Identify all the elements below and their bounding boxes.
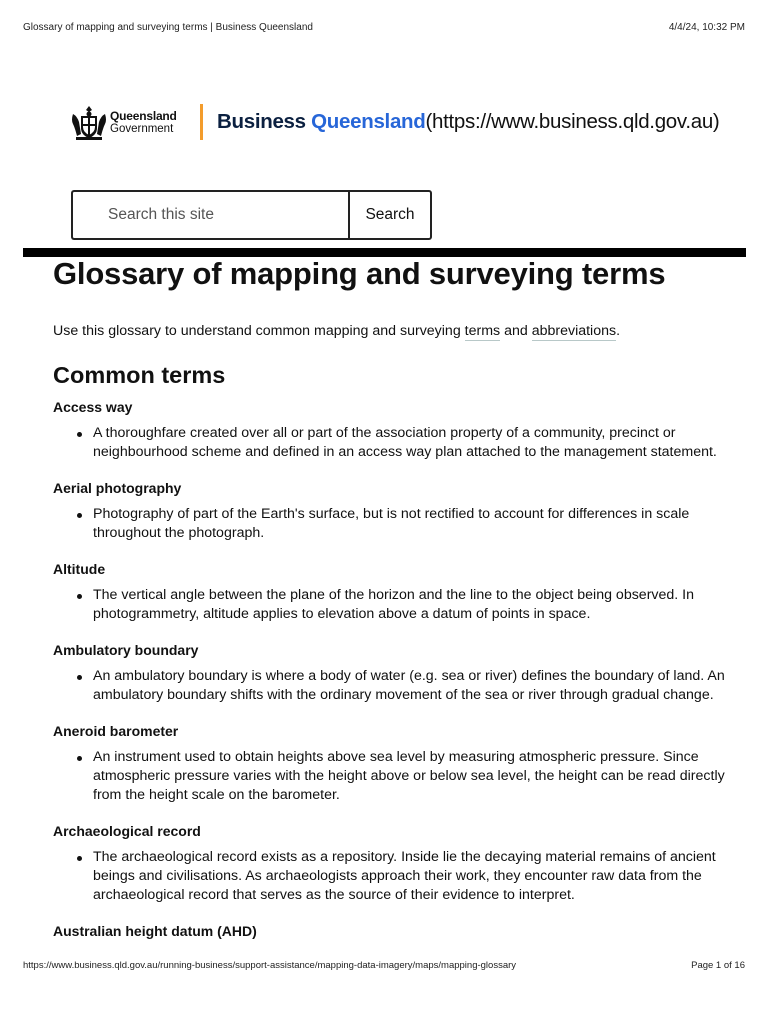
search-input[interactable] <box>71 190 349 240</box>
qg-logo-text <box>110 110 177 136</box>
term-definition: The archaeological record exists as a repository. Inside lie the decaying material remains of ancient beings and civilisations. As archaeologists approach their work, they encounter raw data from the archaeological record that serves as the source of their evidence to interpret. <box>53 848 733 905</box>
site-title[interactable] <box>217 110 719 134</box>
glossary-term <box>53 641 733 705</box>
term-definition: A thoroughfare created over all or part of the association property of a community, precinct or neighbourhood scheme and defined in an access way plan attached to the management statement. <box>53 424 733 462</box>
print-header-datetime: 4/4/24, 10:32 PM <box>668 22 745 33</box>
intro-text-mid: and <box>500 323 532 339</box>
queensland-crest-icon[interactable] <box>70 104 108 142</box>
site-title-business: Business <box>217 110 306 133</box>
intro-paragraph <box>53 321 733 341</box>
term-name: Altitude <box>53 561 106 577</box>
site-header <box>70 100 750 144</box>
section-title-common-terms: Common terms <box>53 362 226 388</box>
intro-text-before: Use this glossary to understand common mapping and surveying <box>53 323 465 339</box>
intro-text-after: . <box>616 323 621 339</box>
term-definition-list <box>53 505 733 543</box>
terms-link[interactable]: terms <box>464 323 501 339</box>
term-name: Archaeological record <box>53 823 201 839</box>
abbreviations-link[interactable]: abbreviations <box>531 323 617 339</box>
site-title-queensland: Queensland <box>311 110 426 133</box>
glossary-term <box>53 722 733 805</box>
glossary-term <box>53 479 733 543</box>
brand-divider <box>200 104 203 140</box>
term-definition-list <box>53 748 733 805</box>
term-definition: An ambulatory boundary is where a body of water (e.g. sea or river) defines the boundary of land. An ambulatory boundary shifts with the ordinary movement of the sea or river through gradual change. <box>53 667 733 705</box>
main-content <box>53 255 733 940</box>
print-footer <box>23 960 745 974</box>
glossary-term <box>53 922 733 940</box>
term-definition: The vertical angle between the plane of the horizon and the line to the object being observed. In photogrammetry, altitude applies to elevation above a datum of points in space. <box>53 586 733 624</box>
term-name: Aerial photography <box>53 480 182 496</box>
term-definition: Photography of part of the Earth's surface, but is not rectified to account for differences in scale throughout the photograph. <box>53 505 733 543</box>
glossary-term <box>53 398 733 462</box>
term-definition-list <box>53 586 733 624</box>
term-definition-list <box>53 424 733 462</box>
page-title: Glossary of mapping and surveying terms <box>53 256 666 291</box>
search-form <box>71 190 432 240</box>
print-footer-page-number: Page 1 of 16 <box>691 960 745 971</box>
site-url: (https://www.business.qld.gov.au) <box>425 110 720 133</box>
term-name: Ambulatory boundary <box>53 642 199 658</box>
print-header <box>23 22 745 36</box>
qg-logo-line1: Queensland <box>110 109 177 123</box>
term-name: Aneroid barometer <box>53 723 179 739</box>
term-definition: An instrument used to obtain heights above sea level by measuring atmospheric pressure. Since atmospheric pressure varies with the height above or below sea level, the height can be read directly from the height scale on the barometer. <box>53 748 733 805</box>
glossary-term <box>53 822 733 905</box>
term-definition-list <box>53 667 733 705</box>
term-name: Access way <box>53 399 133 415</box>
term-name: Australian height datum (AHD) <box>53 923 257 939</box>
qg-logo-line2: Government <box>110 123 174 135</box>
print-footer-url: https://www.business.qld.gov.au/running-business/support-assistance/mapping-data-imagery/maps/mapping-glossary <box>23 960 517 971</box>
search-button[interactable]: Search <box>348 190 432 240</box>
glossary-term <box>53 560 733 624</box>
print-header-title: Glossary of mapping and surveying terms | Business Queensland <box>23 22 313 33</box>
term-definition-list <box>53 848 733 905</box>
